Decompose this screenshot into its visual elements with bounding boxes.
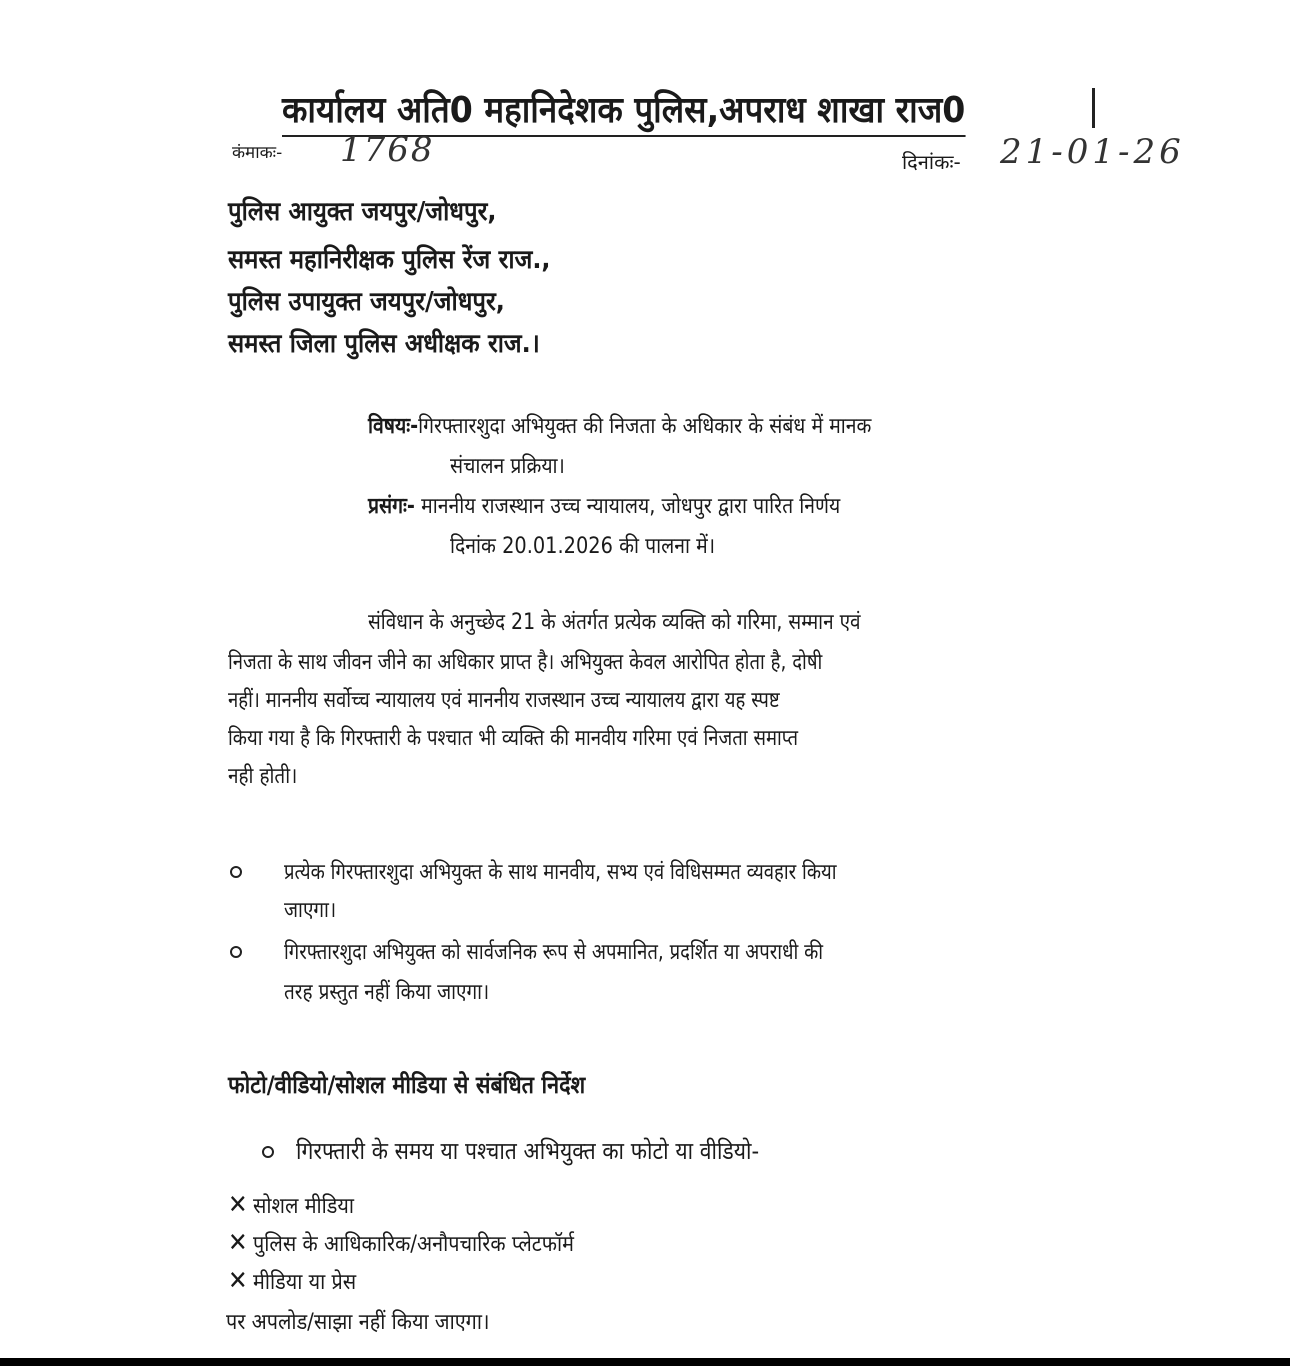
reference-text-cont: दिनांक 20.01.2026 की पालना में। xyxy=(450,534,716,559)
bullet-text-cont: तरह प्रस्तुत नहीं किया जाएगा। xyxy=(284,980,490,1005)
recipient-line: पुलिस उपायुक्त जयपुर/जोधपुर, xyxy=(228,287,505,317)
subject-text-cont: संचालन प्रक्रिया। xyxy=(450,454,565,479)
date-handwritten: 21-01-26 xyxy=(1000,132,1185,172)
cross-icon: ✕ xyxy=(228,1228,248,1258)
closing-line: पर अपलोड/साझा नहीं किया जाएगा। xyxy=(226,1310,490,1335)
reference-block xyxy=(368,490,840,520)
bullet-text: प्रत्येक गिरफ्तारशुदा अभियुक्त के साथ मानवीय, सभ्य एवं विधिसम्मत व्यवहार किया xyxy=(284,860,837,885)
body-line: संविधान के अनुच्छेद 21 के अंतर्गत प्रत्येक व्यक्ति को गरिमा, सम्मान एवं xyxy=(368,610,861,635)
subject-text: गिरफ्तारशुदा अभियुक्त की निजता के अधिकार के संबंध में मानक xyxy=(418,414,872,439)
media-bullet-text: गिरफ्तारी के समय या पश्चात अभियुक्त का फोटो या वीडियो- xyxy=(296,1137,760,1165)
prohibited-item: ✕ पुलिस के आधिकारिक/अनौपचारिक प्लेटफॉर्म xyxy=(228,1228,574,1258)
subject-label: विषयः- xyxy=(368,414,419,439)
bullet-icon xyxy=(230,866,242,878)
cross-icon: ✕ xyxy=(228,1266,248,1296)
ref-number-label: कंमाकः- xyxy=(232,143,283,163)
body-line: निजता के साथ जीवन जीने का अधिकार प्राप्त है। अभियुक्त केवल आरोपित होता है, दोषी xyxy=(228,650,823,675)
body-line: नहीं। माननीय सर्वोच्च न्यायालय एवं माननीय राजस्थान उच्च न्यायालय द्वारा यह स्पष्ट xyxy=(228,688,780,713)
recipient-line: पुलिस आयुक्त जयपुर/जोधपुर, xyxy=(228,197,497,227)
recipient-line: समस्त महानिरीक्षक पुलिस रेंज राज., xyxy=(228,245,551,275)
section-heading: फोटो/वीडियो/सोशल मीडिया से संबंधित निर्देश xyxy=(228,1071,586,1099)
subject-block xyxy=(368,410,871,440)
bullet-text-cont: जाएगा। xyxy=(284,898,337,923)
date-label: दिनांकः- xyxy=(902,150,961,174)
bullet-icon xyxy=(262,1146,274,1158)
ref-number-handwritten: 1768 xyxy=(340,130,435,170)
office-title: कार्यालय अति0 महानिदेशक पुलिस,अपराध शाखा राज0 xyxy=(282,84,965,137)
reference-label: प्रसंगः- xyxy=(368,494,415,519)
bottom-border xyxy=(0,1358,1290,1366)
bullet-icon xyxy=(230,946,242,958)
recipient-line: समस्त जिला पुलिस अधीक्षक राज.। xyxy=(228,329,540,359)
reference-text: माननीय राजस्थान उच्च न्यायालय, जोधपुर द्वारा पारित निर्णय xyxy=(421,494,841,519)
danda-mark xyxy=(1092,88,1095,128)
body-line: नही होती। xyxy=(228,764,298,789)
prohibited-item: ✕ सोशल मीडिया xyxy=(228,1190,355,1220)
cross-icon: ✕ xyxy=(228,1190,248,1220)
body-line: किया गया है कि गिरफ्तारी के पश्चात भी व्यक्ति की मानवीय गरिमा एवं निजता समाप्त xyxy=(228,726,799,751)
bullet-text: गिरफ्तारशुदा अभियुक्त को सार्वजनिक रूप से अपमानित, प्रदर्शित या अपराधी की xyxy=(284,940,824,965)
prohibited-item: ✕ मीडिया या प्रेस xyxy=(228,1266,357,1296)
